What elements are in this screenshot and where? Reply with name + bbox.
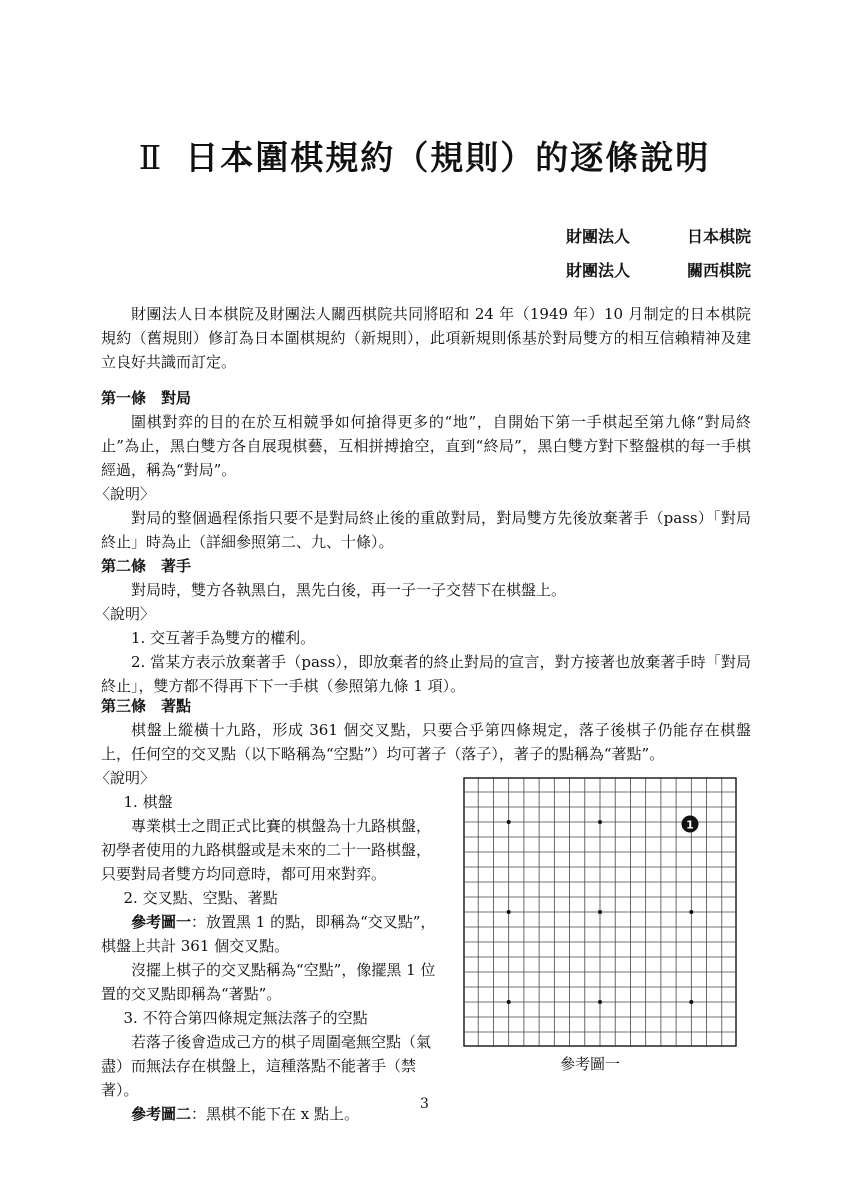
article-3-heading: 第三條 著點 <box>101 697 192 715</box>
page-number: 3 <box>420 1096 429 1112</box>
intro-section <box>101 302 751 374</box>
article-1-note: 對局的整個過程係指只要不是對局終止後的重啟對局，對局雙方先後放棄著手（pass）「對局終止」時為止（詳細參照第二、九、十條）。 <box>101 509 751 551</box>
note-item-2-text-a: 參考圖一：放置黑 1 的點，即稱為“交叉點”，棋盤上共計 361 個交叉點。 <box>101 913 436 955</box>
stone-number: 1 <box>686 818 694 832</box>
article-2-heading: 第二條 著手 <box>101 557 192 575</box>
article-1-note-label: 〈說明〉 <box>95 485 156 503</box>
note-item-2: 2. 交叉點、空點、著點 <box>123 889 278 907</box>
note-item-2-text-b: 沒擺上棋子的交叉點稱為“空點”，像擺黑 1 位置的交叉點即稱為“著點”。 <box>101 961 436 1003</box>
article-3-note-label: 〈說明〉 <box>95 769 156 787</box>
note-item-3-text: 若落子後會造成己方的棋子周圍毫無空點（氣盡）而無法存在棋盤上，這種落點不能著手（禁著）。 <box>101 1033 432 1099</box>
go-board-figure-1 <box>463 777 737 1047</box>
note-item-3: 3. 不符合第四條規定無法落子的空點 <box>123 1009 368 1027</box>
note-item-1-text: 專業棋士之間正式比賽的棋盤為十九路棋盤，初學者使用的九路棋盤或是未來的二十一路棋盤，只要對局者雙方均同意時，都可用來對弈。 <box>101 817 432 883</box>
intro-paragraph: 財團法人日本棋院及財團法人關西棋院共同將昭和 24 年（1949 年）10 月制定的日本棋院規約（舊規則）修訂為日本圍棋規約（新規則），此項新規則係基於對局雙方的相互信賴精神及建立良好共識而訂定。 <box>101 305 751 371</box>
figure-1-ref: 參考圖一 <box>131 913 192 931</box>
note-item-3-text-b: 參考圖二：黑棋不能下在 x 點上。 <box>131 1105 360 1123</box>
star-point <box>689 1000 693 1004</box>
article-3-text: 棋盤上縱橫十九路，形成 361 個交叉點，只要合乎第四條規定，落子後棋子仍能存在棋盤上，任何空的交叉點（以下略稱為“空點”）均可著子（落子），著子的點稱為“著點”。 <box>101 721 751 763</box>
star-point <box>689 910 693 914</box>
page-title <box>0 132 849 179</box>
article-1 <box>95 386 751 554</box>
title-text: 日本圍棋規約（規則）的逐條說明 <box>185 138 711 177</box>
article-3 <box>95 694 751 790</box>
article-2-note-1: 1. 交互著手為雙方的權利。 <box>131 629 316 647</box>
article-2-note-label: 〈說明〉 <box>95 605 156 623</box>
star-point <box>598 910 602 914</box>
black-stone-1 <box>682 816 699 833</box>
article-2-text: 對局時，雙方各執黑白，黑先白後，再一子一子交替下在棋盤上。 <box>131 581 567 599</box>
article-2-note-2: 2. 當某方表示放棄著手（pass），即放棄者的終止對局的宣言，對方接著也放棄著手時「對局終止」，雙方都不得再下下一手棋（參照第九條 1 項）。 <box>101 653 751 695</box>
article-2 <box>95 554 751 698</box>
figure-2-ref: 參考圖二 <box>131 1105 192 1123</box>
chapter-numeral: Ⅱ <box>138 138 164 177</box>
article-1-text: 圍棋對弈的目的在於互相競爭如何搶得更多的“地”，自開始下第一手棋起至第九條“對局終止”為止，黑白雙方各自展現棋藝，互相拼搏搶空，直到“終局”，黑白雙方對下整盤棋的每一手棋經過，稱為“對局”。 <box>101 413 751 479</box>
star-point <box>507 1000 511 1004</box>
figure-1-caption: 參考圖一 <box>560 1055 621 1073</box>
note-item-1: 1. 棋盤 <box>123 793 173 811</box>
article-3-notes <box>101 790 436 1126</box>
org-line-1: 財團法人 日本棋院 <box>566 227 751 246</box>
article-1-heading: 第一條 對局 <box>101 389 192 407</box>
star-point <box>598 820 602 824</box>
star-point <box>598 1000 602 1004</box>
org-line-2: 財團法人 關西棋院 <box>566 261 751 280</box>
star-point <box>507 910 511 914</box>
star-point <box>507 820 511 824</box>
